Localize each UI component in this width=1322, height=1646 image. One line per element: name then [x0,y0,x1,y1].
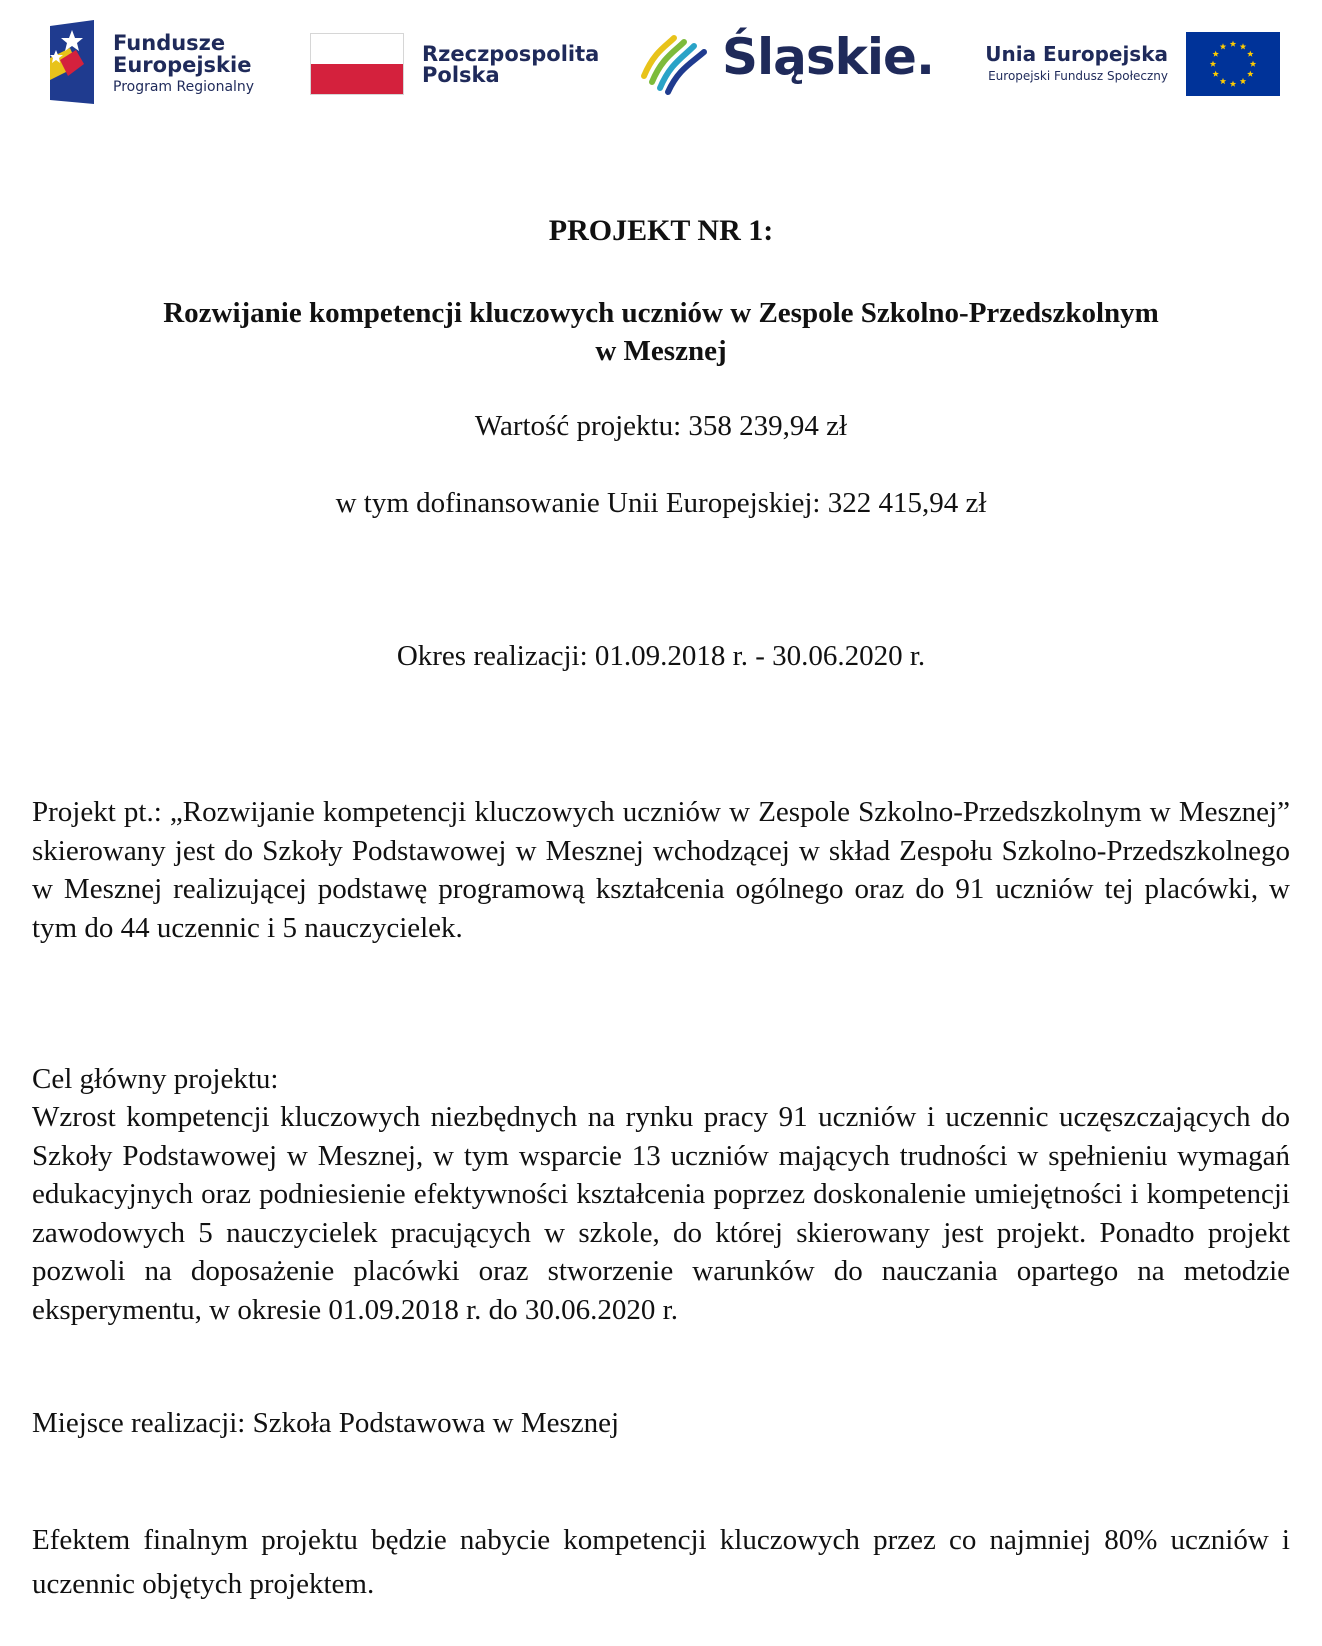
main-goal-label: Cel główny projektu: [32,1063,279,1095]
realization-place-label: Miejsce realizacji: [32,1407,246,1439]
eu-funding: w tym dofinansowanie Unii Europejskiej: 322 415,94 zł [335,487,987,519]
polish-flag-icon [310,33,404,95]
slaskie-text: Śląskie. [722,28,934,86]
main-goal-text: Wzrost kompetencji kluczowych niezbędnych na rynku pracy 91 uczniów i uczennic uczęszczających do Szkoły Podstawowej w Mesznej, w tym wsparcie 13 uczniów mających trudności w spełnieniu wymagań edukacyjnych oraz podniesienie efektywności kształcenia poprzez doskonalenie umiejętności i kompetencji zawodowych 5 nauczycielek pracujących w szkole, do której skierowany jest projekt. Ponadto projekt pozwoli na doposażenie placówki oraz stworzenie warunków do nauczania opartego na metodzie eksperymentu, w okresie 01.09.2018 r. do 30.06.2020 r. [32,1101,1290,1326]
rzeczpospolita-polska-text [422,44,599,86]
polska-line1: Rzeczpospolita [422,42,600,66]
project-title [0,294,1322,370]
unia-europejska-logo [950,18,1280,108]
realization-place [32,1404,1290,1443]
project-number-heading: PROJEKT NR 1: [548,214,774,247]
realization-period: Okres realizacji: 01.09.2018 r. - 30.06.2020 r. [396,640,926,672]
project-description: Projekt pt.: „Rozwijanie kompetencji kluczowych uczniów w Zespole Szkolno-Przedszkolnym w Mesznej” skierowany jest do Szkoły Podstawowej w Mesznej wchodzącej w skład Zespołu Szkolno-Przedszkolnego w Mesznej realizującej podstawę programową kształcenia ogólnego oraz do 91 uczniów tej placówki, w tym do 44 uczennic i 5 nauczycielek. [32,796,1290,944]
unia-line1: Unia Europejska [985,42,1168,66]
fundusze-line2: Europejskie [113,53,252,78]
fundusze-europejskie-icon [50,20,96,104]
unia-europejska-text [985,42,1168,83]
polska-line2: Polska [422,63,500,87]
fundusze-europejskie-text [113,32,254,95]
final-effect: Efektem finalnym projektu będzie nabycie kompetencji kluczowych przez co najmniej 80% uczniów i uczennic objętych projektem. [32,1524,1290,1600]
logo-bar [0,18,1322,108]
realization-place-value: Szkoła Podstawowa w Mesznej [252,1407,620,1439]
rzeczpospolita-polska-logo [310,18,600,108]
project-title-line1: Rozwijanie kompetencji kluczowych uczniów w Zespole Szkolno-Przedszkolnym [163,297,1159,329]
fundusze-line1: Fundusze [113,31,226,55]
project-title-line2: w Mesznej [595,335,727,367]
project-value: Wartość projektu: 358 239,94 zł [474,410,848,442]
unia-line2: Europejski Fundusz Społeczny [988,69,1168,83]
slaskie-waves-icon [640,32,710,96]
slaskie-logo [640,18,934,108]
fundusze-europejskie-logo [50,18,260,108]
eu-flag-icon [1186,32,1280,96]
fundusze-line3: Program Regionalny [113,79,255,96]
